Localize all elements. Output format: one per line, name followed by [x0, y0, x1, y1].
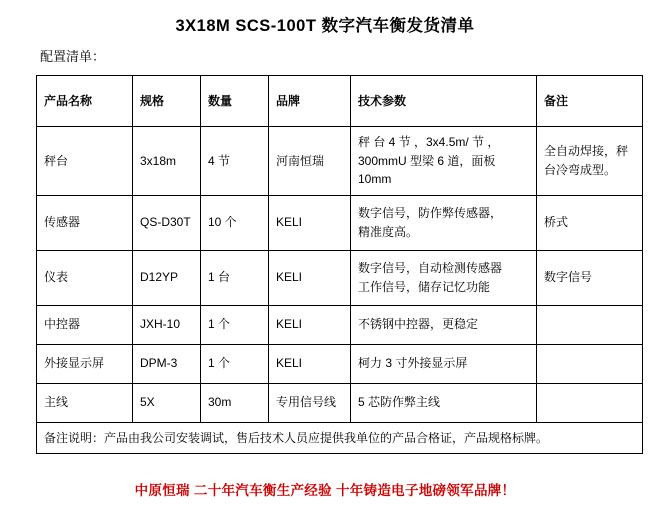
cell-qty: 30m: [201, 383, 269, 422]
table-row: [37, 383, 643, 422]
table-row: [37, 127, 643, 196]
column-header-name: 产品名称: [37, 76, 133, 127]
cell-brand: KELI: [269, 344, 351, 383]
cell-brand: KELI: [269, 250, 351, 305]
cell-params: 不锈钢中控器，更稳定: [351, 305, 537, 344]
cell-spec: 5X: [133, 383, 201, 422]
footer-slogan: 中原恒瑞 二十年汽车衡生产经验 十年铸造电子地磅领军品牌！: [134, 483, 516, 499]
column-header-spec: 规格: [133, 76, 201, 127]
cell-params-line: 300mmU 型梁 6 道，面板 10mm: [358, 153, 496, 187]
cell-qty: 10 个: [201, 195, 269, 250]
cell-params-line: 秤 台 4 节 ，3x4.5m/ 节 ，: [358, 135, 500, 149]
cell-params: 5 芯防作弊主线: [351, 383, 537, 422]
table-row: [37, 195, 643, 250]
cell-remark: [537, 127, 643, 196]
cell-brand: KELI: [269, 195, 351, 250]
column-header-remark: 备注: [537, 76, 643, 127]
cell-remark-line: 桥式: [544, 215, 569, 230]
spec-table: [36, 75, 643, 454]
config-list-label: 配置清单：: [40, 49, 106, 64]
cell-product-name: 仪表: [37, 250, 133, 305]
cell-qty: 4 节: [201, 127, 269, 196]
cell-remark: [537, 383, 643, 422]
cell-spec: D12YP: [133, 250, 201, 305]
cell-remark: [537, 250, 643, 305]
cell-spec: QS-D30T: [133, 195, 201, 250]
cell-remark: [537, 195, 643, 250]
column-header-brand: 品牌: [269, 76, 351, 127]
cell-params: [351, 127, 537, 196]
cell-remark-line: 台冷弯成型。: [544, 162, 617, 177]
cell-remark-line: 全自动焊接，秤: [544, 144, 629, 159]
table-row: [37, 250, 643, 305]
cell-params: [351, 250, 537, 305]
cell-qty: 1 台: [201, 250, 269, 305]
cell-remark: [537, 305, 643, 344]
cell-product-name: 主线: [37, 383, 133, 422]
table-header-row: [37, 76, 643, 127]
cell-qty: 1 个: [201, 305, 269, 344]
table-row: [37, 305, 643, 344]
cell-brand: KELI: [269, 305, 351, 344]
note-text: 备注说明：产品由我公司安装调试，售后技术人员应提供我单位的产品合格证，产品规格标牌。: [37, 422, 643, 454]
cell-qty: 1 个: [201, 344, 269, 383]
cell-product-name: 中控器: [37, 305, 133, 344]
cell-spec: JXH-10: [133, 305, 201, 344]
cell-params-line: 精准度高。: [358, 224, 419, 239]
column-header-params: 技术参数: [351, 76, 537, 127]
table-row: [37, 344, 643, 383]
cell-remark: [537, 344, 643, 383]
cell-params-line: 数字信号，防作弊传感器，: [358, 206, 503, 221]
cell-product-name: 外接显示屏: [37, 344, 133, 383]
column-header-qty: 数量: [201, 76, 269, 127]
document-page: [0, 12, 650, 508]
cell-params: 柯力 3 寸外接显示屏: [351, 344, 537, 383]
cell-spec: 3x18m: [133, 127, 201, 196]
cell-params-line: 数字信号，自动检测传感器: [358, 261, 503, 276]
cell-product-name: 传感器: [37, 195, 133, 250]
cell-params: [351, 195, 537, 250]
cell-remark-line: 数字信号: [544, 270, 593, 285]
page-title: 3X18M SCS-100T 数字汽车衡发货清单: [175, 17, 475, 35]
cell-product-name: 秤台: [37, 127, 133, 196]
cell-brand: 专用信号线: [269, 383, 351, 422]
cell-brand: 河南恒瑞: [269, 127, 351, 196]
table-note-row: [37, 422, 643, 454]
cell-params-line: 工作信号，储存记忆功能: [358, 279, 491, 294]
cell-spec: DPM-3: [133, 344, 201, 383]
